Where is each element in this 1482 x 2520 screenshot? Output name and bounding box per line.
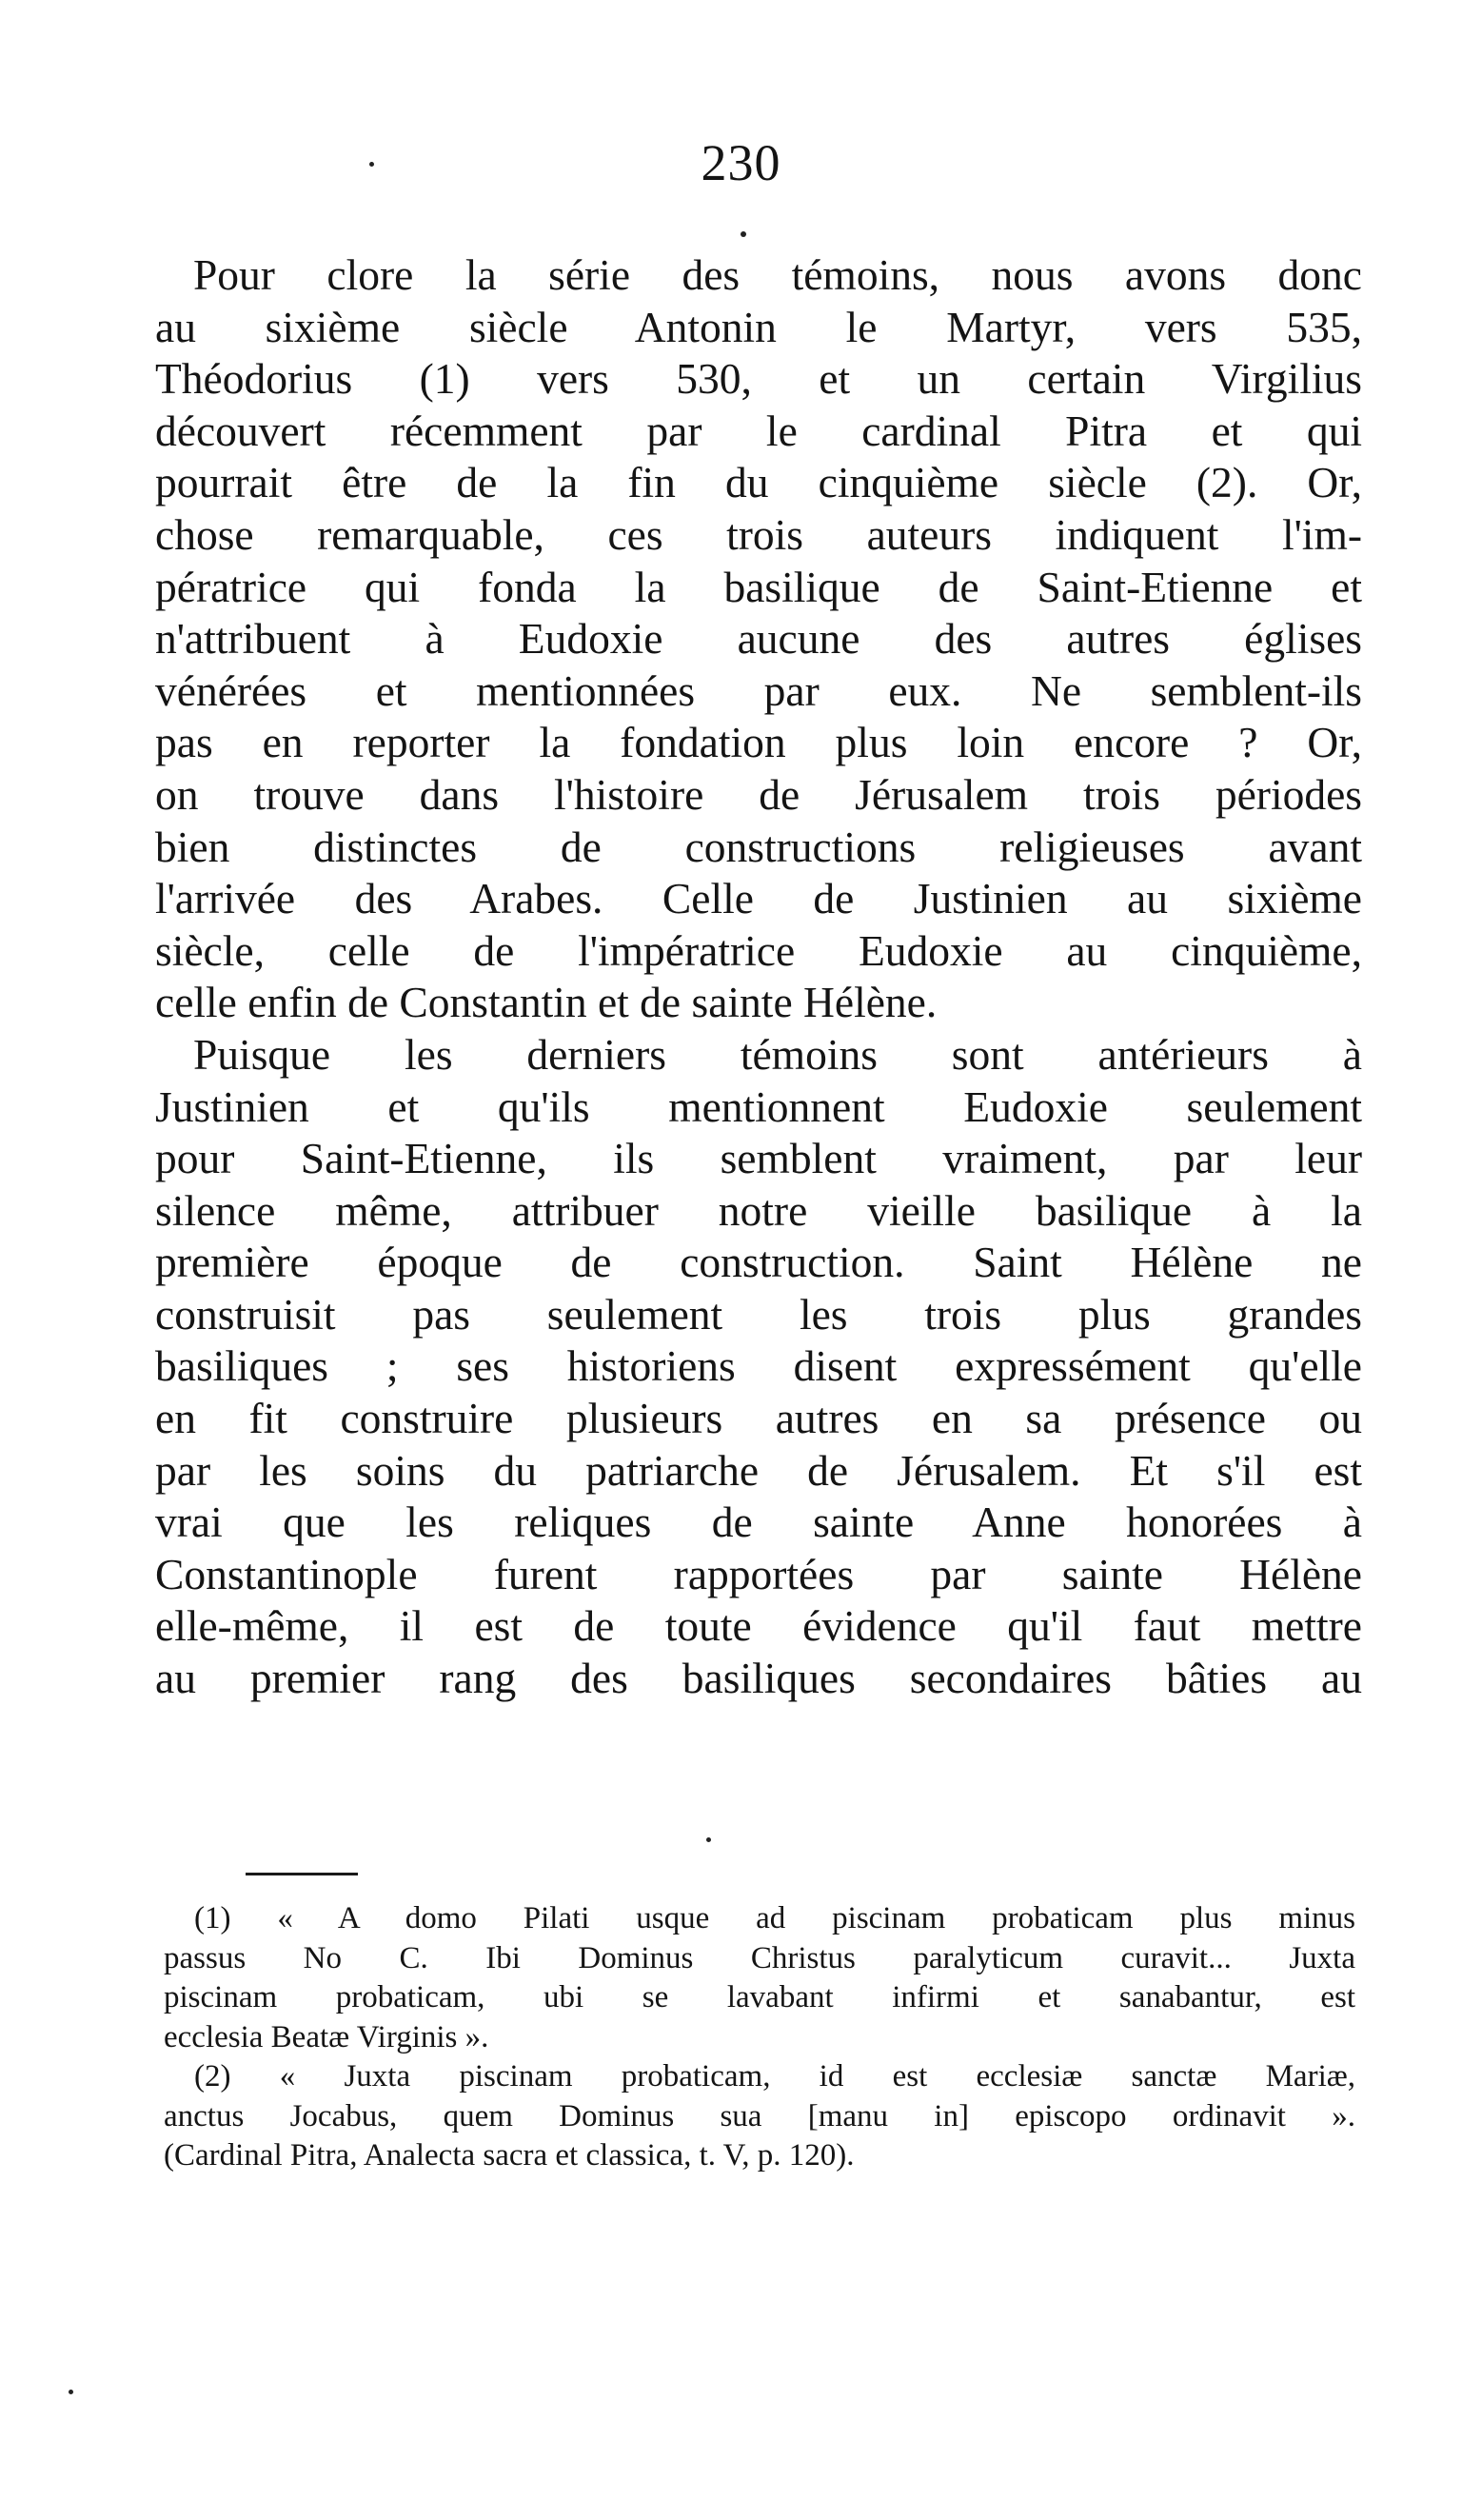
text-line: pas en reporter la fondation plus loin encore ? Or, [155,718,1362,767]
text-line: vrai que les reliques de sainte Anne honorées à [155,1498,1362,1547]
text-line: première époque de construction. Saint Hélène ne [155,1238,1362,1287]
footnote-2-line: (2) « Juxta piscinam probaticam, id est ecclesiæ sanctæ Mariæ, [194,2059,1355,2093]
text-line: celle enfin de Constantin et de sainte Hélène. [155,978,938,1027]
text-line: chose remarquable, ces trois auteurs indiquent l'im- [155,509,1362,559]
footnote-1-line: piscinam probaticam, ubi se lavabant infirmi et sanabantur, est [164,1980,1355,2014]
print-speck [741,231,746,237]
text-line: pour Saint-Etienne, ils semblent vraiment, par leur [155,1134,1362,1183]
text-line: vénérées et mentionnées par eux. Ne semblent-ils [155,665,1362,715]
text-line: au premier rang des basiliques secondaires bâties au [155,1654,1362,1703]
text-line: en fit construire plusieurs autres en sa présence ou [155,1394,1362,1443]
footnote-2-line: (Cardinal Pitra, Analecta sacra et classica, t. V, p. 120). [164,2138,855,2173]
text-line: on trouve dans l'histoire de Jérusalem trois périodes [155,769,1362,819]
footnote-1-line: passus No C. Ibi Dominus Christus paralyticum curavit... Juxta [164,1940,1355,1975]
footnotes [164,1899,1355,2176]
text-line: Puisque les derniers témoins sont antérieurs à [193,1029,1362,1079]
text-line: Constantinople furent rapportées par sainte Hélène [155,1549,1362,1598]
text-line: découvert récemment par le cardinal Pitra et qui [155,406,1362,455]
text-line: Théodorius (1) vers 530, et un certain Virgilius [155,354,1362,404]
print-speck [69,2390,73,2394]
footnote-separator [246,1873,358,1875]
page-number: 230 [701,134,781,191]
footnote-1-line: ecclesia Beatæ Virginis ». [164,2019,489,2054]
text-line: pératrice qui fonda la basilique de Saint-Etienne et [155,562,1362,611]
text-line: Pour clore la série des témoins, nous avons donc [193,250,1362,299]
footnote-1-line: (1) « A domo Pilati usque ad piscinam probaticam plus minus [194,1901,1355,1935]
text-line: par les soins du patriarche de Jérusalem. Et s'il est [155,1445,1362,1495]
text-line: au sixième siècle Antonin le Martyr, vers 535, [155,302,1362,351]
print-speck [706,1837,711,1842]
text-line: Justinien et qu'ils mentionnent Eudoxie seulement [155,1081,1362,1131]
text-line: l'arrivée des Arabes. Celle de Justinien au sixième [155,874,1362,923]
text-line: n'attribuent à Eudoxie aucune des autres églises [155,614,1362,664]
text-line: pourrait être de la fin du cinquième siècle (2). Or, [155,458,1362,507]
text-line: basiliques ; ses historiens disent expressément qu'elle [155,1341,1362,1391]
text-line: silence même, attribuer notre vieille basilique à la [155,1185,1362,1235]
text-line: siècle, celle de l'impératrice Eudoxie au cinquième, [155,925,1362,975]
text-line: construisit pas seulement les trois plus grandes [155,1289,1362,1339]
text-line: elle-même, il est de toute évidence qu'il faut mettre [155,1601,1362,1651]
footnote-2-line: anctus Jocabus, quem Dominus sua [manu in] episcopo ordinavit ». [164,2098,1355,2133]
text-line: bien distinctes de constructions religieuses avant [155,822,1362,871]
main-text [155,249,1362,1705]
